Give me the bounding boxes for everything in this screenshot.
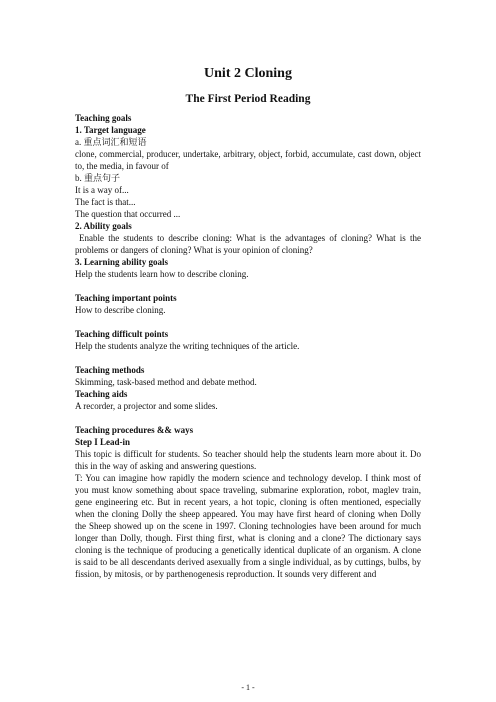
learning-ability-heading: 3. Learning ability goals (75, 257, 169, 267)
key-sentences-label: b. 重点句子 (75, 173, 121, 183)
difficult-points-heading: Teaching difficult points (75, 329, 169, 339)
teaching-goals-heading: Teaching goals (75, 113, 132, 123)
important-points-text: How to describe cloning. (75, 305, 166, 315)
procedures-paragraph-1: This topic is difficult for students. So teacher should help the students learn more about it. Do this in the way of asking and answering questions. (75, 449, 421, 471)
ability-goals-text: Enable the students to describe cloning: What is the advantages of cloning? What is the problems or dangers of cloning? What is your opinion of cloning? (75, 233, 421, 255)
difficult-points-text: Help the students analyze the writing techniques of the article. (75, 341, 300, 351)
key-sentence-line: The question that occurred ... (75, 209, 181, 219)
document-body (75, 66, 421, 580)
aids-text: A recorder, a projector and some slides. (75, 401, 218, 411)
document-title: Unit 2 Cloning (204, 66, 292, 81)
methods-text: Skimming, task-based method and debate method. (75, 377, 257, 387)
procedures-heading: Teaching procedures && ways (75, 425, 194, 435)
key-vocab-label: a. 重点词汇和短语 (75, 137, 147, 147)
important-points-heading: Teaching important points (75, 293, 177, 303)
target-language-heading: 1. Target language (75, 125, 146, 135)
step1-heading: Step I Lead-in (75, 437, 131, 447)
page-number: - 1 - (241, 683, 255, 692)
key-sentence-line: It is a way of... (75, 185, 129, 195)
aids-heading: Teaching aids (75, 389, 128, 399)
key-sentence-line: The fact is that... (75, 197, 136, 207)
methods-heading: Teaching methods (75, 365, 145, 375)
key-vocab-text: clone, commercial, producer, undertake, arbitrary, object, forbid, accumulate, cast down, object to, the media, in favour of (75, 149, 421, 171)
learning-ability-text: Help the students learn how to describe cloning. (75, 269, 249, 279)
ability-goals-heading: 2. Ability goals (75, 221, 132, 231)
procedures-paragraph-2: T: You can imagine how rapidly the modern science and technology develop. I think most of you must know something about space traveling, submarine exploration, robot, maglev train, gene engineering etc. But in recent years, a hot topic, cloning is often mentioned, especially when the cloning Dolly the sheep appeared. You may have first heard of cloning when Dolly the Sheep showed up on the scene in 1997. Cloning technologies have been around for much longer than Dolly, though. First thing first, what is cloning and a clone? The dictionary says cloning is the technique of producing a genetically identical duplicate of an organism. A clone is said to be all descendants derived asexually from a single individual, as by cuttings, bulbs, by fission, by mitosis, or by parthenogenesis reproduction. It sounds very different and (75, 473, 421, 579)
document-subtitle: The First Period Reading (185, 93, 311, 105)
